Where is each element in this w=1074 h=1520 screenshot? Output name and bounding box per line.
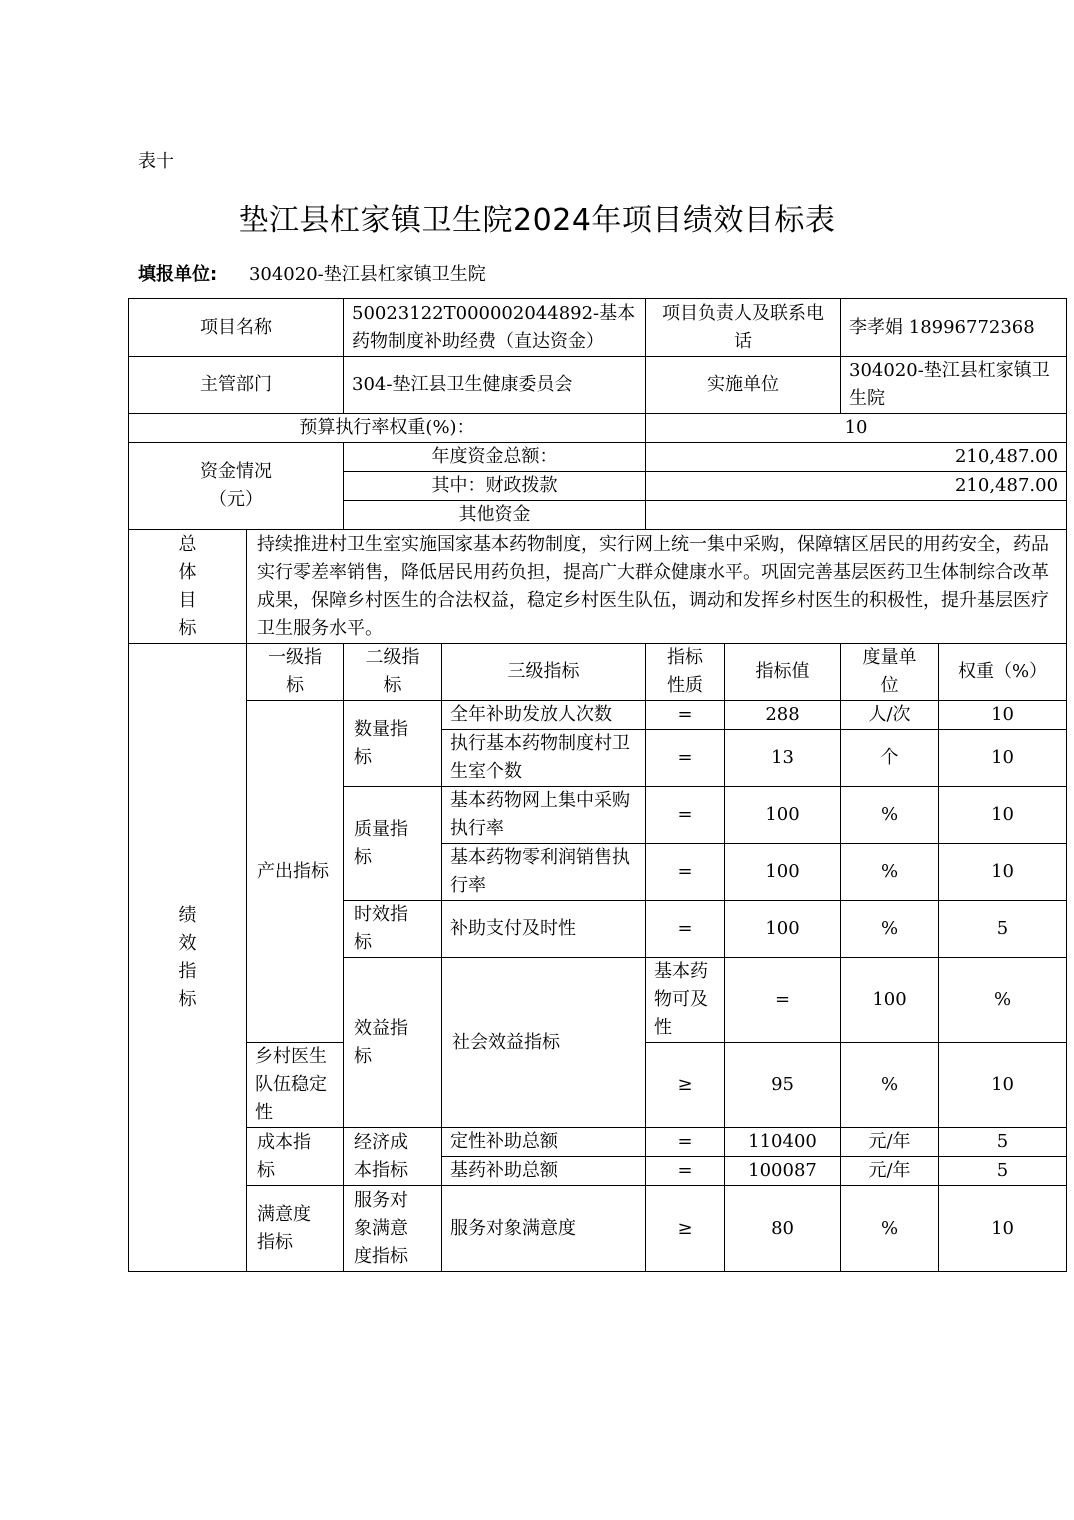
indicator-nature: = — [646, 1157, 725, 1186]
funds-label: 资金情况（元） — [129, 443, 344, 530]
indicator-nature: = — [725, 958, 841, 1043]
indicator-name: 定性补助总额 — [442, 1128, 646, 1157]
l1-benefit: 效益指标 — [344, 958, 442, 1128]
dept-value: 304-垫江县卫生健康委员会 — [344, 357, 646, 414]
indicator-weight: 5 — [939, 901, 1067, 958]
l1-satisfaction: 满意度指标 — [247, 1186, 344, 1272]
reporting-unit-value: 304020-垫江县杠家镇卫生院 — [248, 264, 486, 285]
l2-social: 社会效益指标 — [442, 958, 646, 1128]
table-row — [129, 1186, 1067, 1272]
indicator-weight: 10 — [939, 787, 1067, 844]
indicator-name: 基本药物可及性 — [646, 958, 725, 1043]
indicator-name: 全年补助发放人次数 — [442, 701, 646, 730]
other-funds-label: 其他资金 — [344, 501, 646, 530]
indicator-unit: % — [841, 787, 939, 844]
indicator-name: 服务对象满意度 — [442, 1186, 646, 1272]
indicator-name: 基本药物零利润销售执行率 — [442, 844, 646, 901]
indicator-weight: 10 — [939, 844, 1067, 901]
indicator-nature: = — [646, 701, 725, 730]
dept-label: 主管部门 — [129, 357, 344, 414]
l1-cost: 成本指标 — [247, 1128, 344, 1186]
budget-weight-value: 10 — [646, 414, 1067, 443]
indicator-unit: % — [841, 901, 939, 958]
indicator-name: 基本药物网上集中采购执行率 — [442, 787, 646, 844]
table-row — [129, 1128, 1067, 1157]
performance-target-table — [128, 298, 1067, 1272]
performance-indicators-label: 绩 效 指 标 — [129, 644, 247, 1272]
header-level3: 三级指标 — [442, 644, 646, 701]
indicator-weight: 10 — [939, 730, 1067, 787]
indicator-nature: = — [646, 1128, 725, 1157]
impl-label: 实施单位 — [646, 357, 841, 414]
leader-label: 项目负责人及联系电话 — [646, 299, 841, 357]
header-weight: 权重（%） — [939, 644, 1067, 701]
other-funds-value — [646, 501, 1067, 530]
leader-value: 李孝娟 18996772368 — [841, 299, 1067, 357]
l2-quality: 质量指标 — [344, 787, 442, 901]
header-nature: 指标性质 — [646, 644, 725, 701]
l2-economic: 经济成本指标 — [344, 1128, 442, 1186]
indicator-name: 执行基本药物制度村卫生室个数 — [442, 730, 646, 787]
indicator-unit: 个 — [841, 730, 939, 787]
l1-output: 产出指标 — [247, 701, 344, 1043]
indicator-name: 基药补助总额 — [442, 1157, 646, 1186]
reporting-unit — [138, 260, 486, 286]
header-level2: 二级指标 — [344, 644, 442, 701]
indicator-unit: 元/年 — [841, 1128, 939, 1157]
indicator-value: 288 — [725, 701, 841, 730]
indicator-unit: % — [841, 1043, 939, 1128]
indicator-name: 乡村医生队伍稳定性 — [247, 1043, 344, 1128]
indicator-name: 补助支付及时性 — [442, 901, 646, 958]
indicator-value: 110400 — [725, 1128, 841, 1157]
annual-total-value: 210,487.00 — [646, 443, 1067, 472]
indicator-nature: = — [646, 844, 725, 901]
overall-goal-label: 总 体 目 标 — [129, 530, 247, 644]
project-name-label: 项目名称 — [129, 299, 344, 357]
l2-service: 服务对象满意度指标 — [344, 1186, 442, 1272]
indicator-value: 100 — [725, 787, 841, 844]
header-unit: 度量单位 — [841, 644, 939, 701]
indicator-nature: = — [646, 730, 725, 787]
indicator-unit: % — [939, 958, 1067, 1043]
l2-timeliness: 时效指标 — [344, 901, 442, 958]
indicator-nature: ≥ — [646, 1043, 725, 1128]
header-level1: 一级指标 — [247, 644, 344, 701]
indicator-value: 100 — [841, 958, 939, 1043]
project-name-value: 50023122T000002044892-基本药物制度补助经费（直达资金） — [344, 299, 646, 357]
indicator-value: 80 — [725, 1186, 841, 1272]
indicator-nature: ≥ — [646, 1186, 725, 1272]
overall-goal-text: 持续推进村卫生室实施国家基本药物制度，实行网上统一集中采购，保障辖区居民的用药安全，药品实行零差率销售，降低居民用药负担，提高广大群众健康水平。巩固完善基层医药卫生体制综合改革成果，保障乡村医生的合法权益，稳定乡村医生队伍，调动和发挥乡村医生的积极性，提升基层医疗卫生服务水平。 — [247, 530, 1067, 644]
page-title: 垫江县杠家镇卫生院2024年项目绩效目标表 — [238, 203, 836, 238]
l2-quantity: 数量指标 — [344, 701, 442, 787]
impl-value: 304020-垫江县杠家镇卫生院 — [841, 357, 1067, 414]
indicator-value: 100087 — [725, 1157, 841, 1186]
indicator-unit: % — [841, 1186, 939, 1272]
indicator-unit: 元/年 — [841, 1157, 939, 1186]
indicator-value: 13 — [725, 730, 841, 787]
indicator-nature: = — [646, 787, 725, 844]
budget-weight-label: 预算执行率权重(%)： — [129, 414, 646, 443]
indicator-weight: 10 — [939, 1043, 1067, 1128]
indicator-value: 95 — [725, 1043, 841, 1128]
indicator-weight: 10 — [939, 1186, 1067, 1272]
indicator-unit: 人/次 — [841, 701, 939, 730]
table-number: 表十 — [138, 151, 174, 172]
indicator-weight: 5 — [939, 1157, 1067, 1186]
annual-total-label: 年度资金总额： — [344, 443, 646, 472]
indicator-value: 100 — [725, 901, 841, 958]
fiscal-label: 其中：财政拨款 — [344, 472, 646, 501]
reporting-unit-label: 填报单位: — [138, 264, 218, 285]
table-row — [129, 701, 1067, 730]
indicator-weight: 5 — [939, 1128, 1067, 1157]
indicator-value: 100 — [725, 844, 841, 901]
fiscal-value: 210,487.00 — [646, 472, 1067, 501]
indicator-nature: = — [646, 901, 725, 958]
header-value: 指标值 — [725, 644, 841, 701]
indicator-weight: 10 — [939, 701, 1067, 730]
indicator-unit: % — [841, 844, 939, 901]
